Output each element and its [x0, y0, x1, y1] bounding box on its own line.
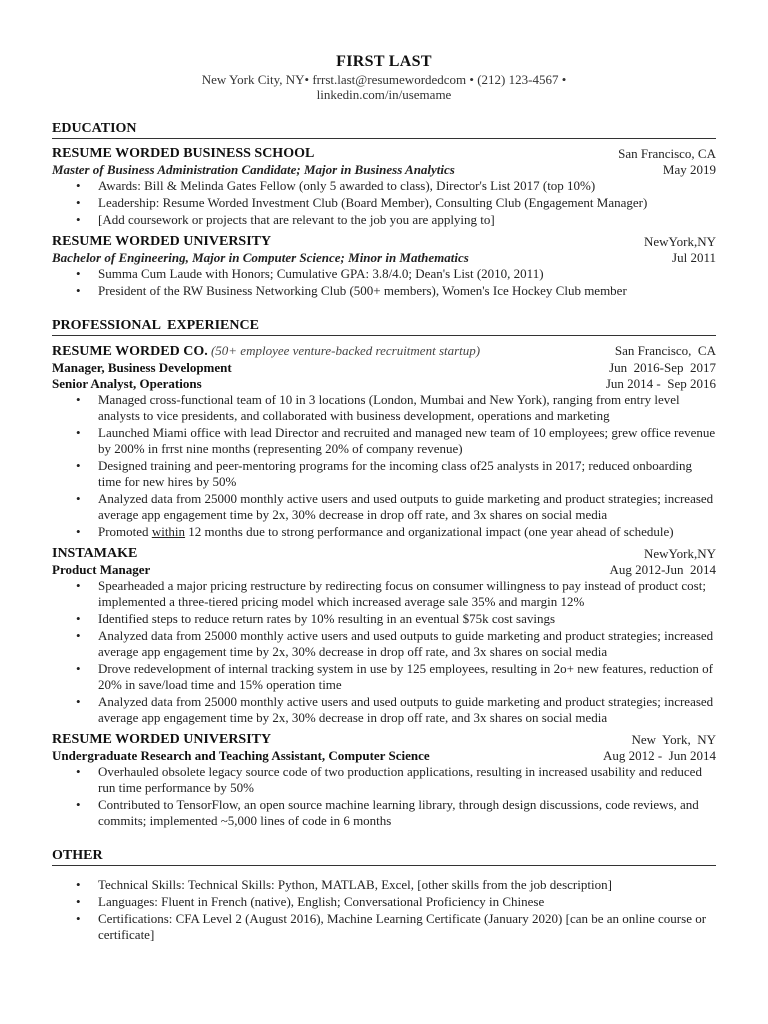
bullet-list [52, 178, 716, 228]
degree-date: May 2019 [662, 162, 716, 177]
list-item: • Designed training and peer-mentoring programs for the incoming class of25 analysts in 2017; reduced onboarding time for new hires by 50% [98, 458, 716, 490]
contact-line-1: New York City, NY• frrst.last@resumewordedcom • (212) 123-4567 • [201, 72, 567, 87]
bullet-list [52, 578, 716, 726]
job-title: Senior Analyst, Operations [52, 376, 202, 391]
list-item: • Managed cross-functional team of 10 in 3 locations (London, Mumbai and New York), ranging from entry level analysts to vice presidents, and collaborated with business development, operations and marketing [98, 392, 716, 424]
list-item: • Launched Miami office with lead Director and recruited and managed new team of 10 employees; grew office revenue by 200% in frrst nine months (representing 20% of company revenue) [98, 425, 716, 457]
bullet-list [52, 392, 716, 540]
company-location: San Francisco, CA [614, 343, 716, 358]
company-note: (50+ employee venture-backed recruitment startup) [210, 343, 481, 358]
degree-date: Jul 2011 [672, 250, 716, 265]
list-item: • President of the RW Business Networking Club (500+ members), Women's Ice Hockey Club member [98, 283, 716, 299]
bullet-list [52, 877, 716, 943]
company-name: RESUME WORDED CO. [52, 344, 208, 359]
list-item: • Analyzed data from 25000 monthly active users and used outputs to guide marketing and product strategies; increased average app engagement time by 2x, 30% decrease in drop off rate, and 3x shares on social media [98, 491, 716, 523]
job-title: Product Manager [52, 562, 151, 577]
list-item: • [Add coursework or projects that are relevant to the job you are applying to] [98, 212, 716, 228]
underlined-text: within [151, 524, 186, 539]
degree: Bachelor of Engineering, Major in Computer Science; Minor in Mathematics [52, 250, 469, 265]
degree: Master of Business Administration Candidate; Major in Business Analytics [52, 162, 455, 177]
job-title: Undergraduate Research and Teaching Assistant, Computer Science [52, 748, 430, 763]
company-location: New York, NY [631, 732, 716, 747]
company-name: RESUME WORDED UNIVERSITY [52, 732, 272, 747]
list-item: • Certifications: CFA Level 2 (August 2016), Machine Learning Certificate (January 2020) [can be an online course or certificate] [98, 911, 716, 943]
school-location: NewYork,NY [644, 234, 716, 249]
experience-entry [52, 732, 716, 829]
school-name: RESUME WORDED UNIVERSITY [52, 234, 272, 249]
job-date: Aug 2012 - Jun 2014 [602, 748, 716, 763]
list-item: • Contributed to TensorFlow, an open source machine learning library, through design discussions, code reviews, and commits; implemented ~5,000 lines of code in 6 months [98, 797, 716, 829]
job-date: Jun 2016-Sep 2017 [609, 360, 716, 375]
experience-entry [52, 343, 716, 540]
list-item: • Analyzed data from 25000 monthly active users and used outputs to guide marketing and product strategies; increased average app engagement time by 2x, 30% decrease in drop off rate, and 3x shares on social media [98, 628, 716, 660]
resume-header [52, 52, 716, 102]
list-item: • Technical Skills: Technical Skills: Python, MATLAB, Excel, [other skills from the job description] [98, 877, 716, 893]
list-item: • Drove redevelopment of internal tracking system in use by 125 employees, resulting in 2o+ new features, reduction of 20% in save/load time and 15% operation time [98, 661, 716, 693]
experience-entry [52, 546, 716, 726]
resume-page [52, 52, 716, 944]
candidate-name: FIRST LAST [336, 53, 432, 70]
education-entry [52, 146, 716, 228]
list-item: • Analyzed data from 25000 monthly active users and used outputs to guide marketing and product strategies; increased average app engagement time by 2x, 30% decrease in drop off rate, and 3x shares on social media [98, 694, 716, 726]
bullet-list [52, 764, 716, 829]
school-location: San Francisco, CA [618, 146, 716, 161]
section-title-experience: PROFESSIONAL EXPERIENCE [52, 318, 716, 336]
job-title: Manager, Business Development [52, 360, 232, 375]
list-item: • Leadership: Resume Worded Investment Club (Board Member), Consulting Club (Engagement Manager) [98, 195, 716, 211]
list-item: • Overhauled obsolete legacy source code of two production applications, resulting in increased usability and reduced run time performance by 50% [98, 764, 716, 796]
list-item: • Languages: Fluent in French (native), English; Conversational Proficiency in Chinese [98, 894, 716, 910]
list-item [98, 524, 716, 540]
bullet-text: Promoted [98, 524, 152, 539]
contact-line-2: linkedin.com/in/usemame [316, 87, 452, 102]
education-entry [52, 234, 716, 299]
job-date: Jun 2014 - Sep 2016 [605, 376, 716, 391]
list-item: • Identified steps to reduce return rates by 10% resulting in an eventual $75k cost savings [98, 611, 716, 627]
bullet-list [52, 266, 716, 299]
job-date: Aug 2012-Jun 2014 [609, 562, 716, 577]
company-location: NewYork,NY [644, 546, 716, 561]
bullet-text: 12 months due to strong performance and organizational impact (one year ahead of schedule) [185, 524, 674, 539]
company-name: INSTAMAKE [52, 546, 138, 561]
list-item: • Awards: Bill & Melinda Gates Fellow (only 5 awarded to class), Director's List 2017 (top 10%) [98, 178, 716, 194]
list-item: • Summa Cum Laude with Honors; Cumulative GPA: 3.8/4.0; Dean's List (2010, 2011) [98, 266, 716, 282]
school-name: RESUME WORDED BUSINESS SCHOOL [52, 146, 315, 161]
list-item: • Spearheaded a major pricing restructure by redirecting focus on consumer willingness to pay instead of product cost; implemented a three-tiered pricing model which increased average sale 35% and margin 12% [98, 578, 716, 610]
section-title-education: EDUCATION [52, 121, 716, 139]
section-title-other: OTHER [52, 848, 716, 866]
